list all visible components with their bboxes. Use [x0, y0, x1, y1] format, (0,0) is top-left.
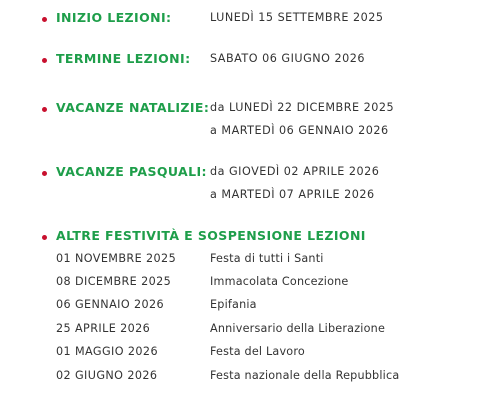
section-vacanze-pasquali: [0, 164, 495, 208]
holiday-date: 25 APRILE 2026: [56, 322, 151, 335]
holiday-name: Festa di tutti i Santi: [210, 252, 324, 265]
holiday-name: Anniversario della Liberazione: [210, 322, 386, 335]
label-vacanze-pasquali: VACANZE PASQUALI:: [56, 164, 207, 179]
label-altre-festivita: ALTRE FESTIVITÀ E SOSPENSIONE LEZIONI: [56, 228, 366, 243]
value-termine-lezioni: SABATO 06 GIUGNO 2026: [210, 52, 365, 65]
label-termine-lezioni: TERMINE LEZIONI:: [56, 51, 191, 66]
label-vacanze-natalizie: VACANZE NATALIZIE:: [56, 100, 210, 115]
holiday-date: 01 MAGGIO 2026: [56, 345, 158, 358]
bullet-icon: [42, 107, 47, 112]
holiday-name: Festa nazionale della Repubblica: [210, 369, 400, 382]
bullet-icon: [42, 58, 47, 63]
value-pasquali-from: da GIOVEDÌ 02 APRILE 2026: [210, 165, 380, 178]
section-altre-festivita: [0, 228, 495, 388]
holiday-name: Epifania: [210, 298, 257, 311]
bullet-icon: [42, 235, 47, 240]
holiday-date: 02 GIUGNO 2026: [56, 369, 158, 382]
holiday-date: 01 NOVEMBRE 2025: [56, 252, 177, 265]
value-natalizie-from: da LUNEDÌ 22 DICEMBRE 2025: [210, 101, 395, 114]
section-vacanze-natalizie: [0, 100, 495, 144]
section-termine-lezioni: [0, 51, 495, 71]
bullet-icon: [42, 17, 47, 22]
holiday-name: Festa del Lavoro: [210, 345, 305, 358]
value-pasquali-to: a MARTEDÌ 07 APRILE 2026: [210, 188, 375, 201]
label-inizio-lezioni: INIZIO LEZIONI:: [56, 10, 172, 25]
holiday-date: 06 GENNAIO 2026: [56, 298, 165, 311]
bullet-icon: [42, 171, 47, 176]
section-inizio-lezioni: [0, 10, 495, 30]
value-inizio-lezioni: LUNEDÌ 15 SETTEMBRE 2025: [210, 11, 384, 24]
holiday-date: 08 DICEMBRE 2025: [56, 275, 172, 288]
value-natalizie-to: a MARTEDÌ 06 GENNAIO 2026: [210, 124, 389, 137]
holiday-name: Immacolata Concezione: [210, 275, 349, 288]
